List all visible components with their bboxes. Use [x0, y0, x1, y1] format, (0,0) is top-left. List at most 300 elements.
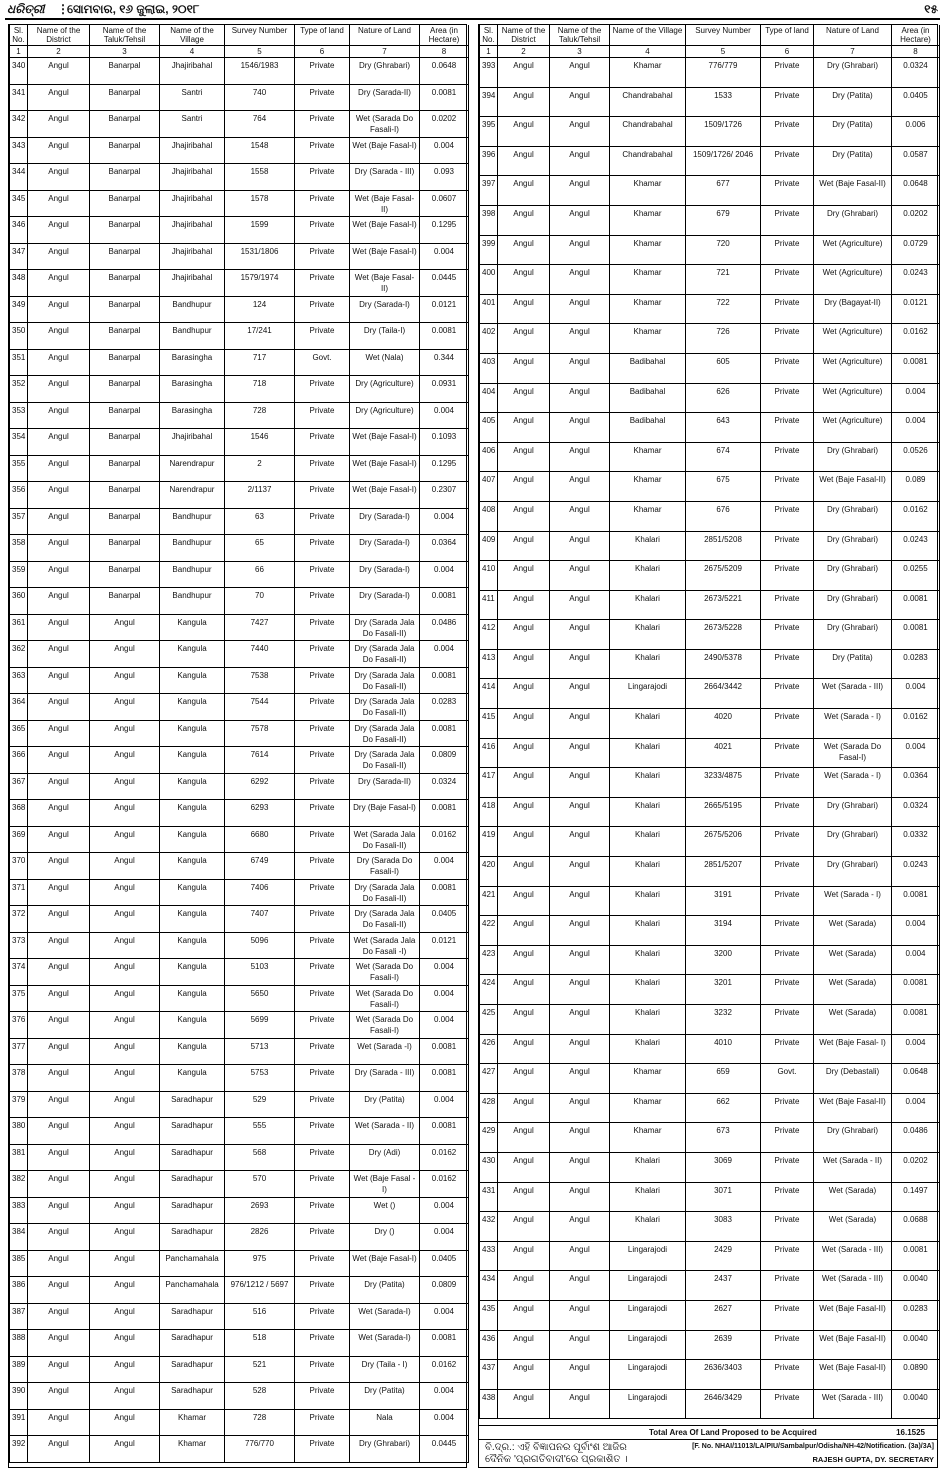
table-cell: Angul: [498, 58, 550, 88]
table-cell: 428: [480, 1093, 498, 1123]
table-cell: Jhajiribahal: [160, 217, 225, 244]
table-cell: 0.0162: [420, 1171, 469, 1198]
table-cell: Angul: [90, 614, 160, 641]
table-row: [480, 294, 940, 324]
table-cell: Angul: [28, 190, 90, 217]
table-cell: 521: [225, 1356, 295, 1383]
table-row: [10, 1012, 469, 1039]
table-cell: Private: [295, 535, 350, 562]
table-row: [10, 694, 469, 721]
table-cell: Angul: [28, 429, 90, 456]
table-cell: 2665/5195: [686, 797, 761, 827]
table-cell: Private: [295, 429, 350, 456]
table-cell: 7407: [225, 906, 295, 933]
table-cell: 0.0202: [892, 205, 940, 235]
table-cell: Dry (Ghrabari): [814, 531, 892, 561]
column-number: 5: [225, 46, 295, 58]
table-cell: 414: [480, 679, 498, 709]
table-cell: 404: [480, 383, 498, 413]
table-cell: 717: [225, 349, 295, 376]
table-cell: Banarpal: [90, 190, 160, 217]
table-cell: Private: [295, 1356, 350, 1383]
table-row: [10, 482, 469, 509]
table-cell: 1531/1806: [225, 243, 295, 270]
table-cell: 0.0040: [892, 1271, 940, 1301]
left-table-panel: [8, 24, 467, 1468]
table-cell: Angul: [28, 1383, 90, 1410]
table-cell: Khalari: [610, 857, 686, 887]
table-cell: Khalari: [610, 1212, 686, 1242]
table-cell: Angul: [28, 773, 90, 800]
table-row: [480, 1123, 940, 1153]
land-table-left: [9, 25, 469, 1463]
table-cell: Private: [295, 137, 350, 164]
table-cell: Angul: [498, 353, 550, 383]
newspaper-name: ଧରିତ୍ରୀ: [7, 2, 45, 16]
table-cell: 3232: [686, 1005, 761, 1035]
table-cell: Wet (Sarada -I): [350, 1038, 420, 1065]
table-cell: Khamar: [610, 58, 686, 88]
table-cell: Angul: [498, 797, 550, 827]
table-cell: 2437: [686, 1271, 761, 1301]
table-row: [480, 1034, 940, 1064]
table-cell: 2851/5208: [686, 531, 761, 561]
table-cell: Angul: [550, 945, 610, 975]
table-cell: Banarpal: [90, 482, 160, 509]
table-cell: 0.0081: [892, 353, 940, 383]
table-cell: Angul: [28, 1118, 90, 1145]
table-cell: 359: [10, 561, 28, 588]
column-number: 7: [350, 46, 420, 58]
table-cell: Wet (Sarada Do Fasali-I): [350, 959, 420, 986]
table-cell: Angul: [498, 1005, 550, 1035]
table-cell: Dry (Taila - I): [350, 1356, 420, 1383]
table-row: [480, 649, 940, 679]
table-cell: 390: [10, 1383, 28, 1410]
table-cell: Angul: [498, 383, 550, 413]
table-cell: Private: [295, 747, 350, 774]
table-cell: Bandhupur: [160, 588, 225, 615]
table-cell: Kangula: [160, 906, 225, 933]
table-cell: Dry (Sarada Jala Do Fasali-II): [350, 641, 420, 668]
table-cell: Private: [295, 694, 350, 721]
table-row: [10, 932, 469, 959]
table-cell: 0.0405: [420, 1250, 469, 1277]
table-cell: Angul: [498, 324, 550, 354]
table-cell: Khalari: [610, 768, 686, 798]
table-cell: Angul: [498, 827, 550, 857]
table-cell: Private: [761, 58, 814, 88]
table-cell: Private: [761, 324, 814, 354]
table-cell: Khalari: [610, 916, 686, 946]
table-cell: 0.0607: [420, 190, 469, 217]
table-cell: 7427: [225, 614, 295, 641]
table-cell: Lingarajodi: [610, 1330, 686, 1360]
table-cell: 776/770: [225, 1436, 295, 1463]
table-cell: Wet (Sarada-I): [350, 1330, 420, 1357]
table-cell: Angul: [498, 531, 550, 561]
table-cell: 0.004: [892, 1093, 940, 1123]
table-cell: 0.0587: [892, 146, 940, 176]
table-cell: Angul: [498, 738, 550, 768]
table-cell: 384: [10, 1224, 28, 1251]
table-cell: Angul: [90, 1356, 160, 1383]
table-cell: 0.004: [420, 641, 469, 668]
table-row: [480, 709, 940, 739]
table-cell: Private: [295, 402, 350, 429]
table-cell: Banarpal: [90, 376, 160, 403]
table-header: [10, 25, 469, 46]
column-header: Name of the Taluk/Tehsil: [550, 25, 610, 46]
table-cell: 432: [480, 1212, 498, 1242]
table-cell: 0.0081: [892, 975, 940, 1005]
table-cell: Angul: [90, 694, 160, 721]
table-cell: Wet (Baje Fasal-II): [814, 176, 892, 206]
table-cell: 371: [10, 879, 28, 906]
table-cell: Wet (Baje Fasal-I): [350, 243, 420, 270]
table-cell: 1558: [225, 164, 295, 191]
table-cell: Santri: [160, 84, 225, 111]
table-cell: Khamar: [610, 176, 686, 206]
table-cell: 0.0081: [892, 886, 940, 916]
table-cell: 436: [480, 1330, 498, 1360]
table-cell: 410: [480, 561, 498, 591]
table-cell: Wet (Sarada Do Fasali-I): [350, 111, 420, 138]
table-cell: Jhajiribahal: [160, 58, 225, 85]
table-cell: 381: [10, 1144, 28, 1171]
table-cell: 415: [480, 709, 498, 739]
table-row: [480, 87, 940, 117]
table-cell: Angul: [550, 1241, 610, 1271]
column-header: Name of the District: [28, 25, 90, 46]
table-cell: 5753: [225, 1065, 295, 1092]
table-cell: Wet (Agriculture): [814, 265, 892, 295]
column-number: 8: [892, 46, 940, 58]
table-cell: Private: [761, 649, 814, 679]
table-cell: 0.0243: [892, 857, 940, 887]
table-cell: Panchamahala: [160, 1277, 225, 1304]
table-cell: Wet (Sarada Do Fasal-I): [814, 738, 892, 768]
table-cell: Dry (Sarada Jala Do Fasali-II): [350, 879, 420, 906]
table-cell: 2490/5378: [686, 649, 761, 679]
column-header: Name of the District: [498, 25, 550, 46]
table-cell: Banarpal: [90, 137, 160, 164]
table-cell: 721: [686, 265, 761, 295]
table-cell: Saradhapur: [160, 1330, 225, 1357]
table-row: [480, 146, 940, 176]
table-cell: Angul: [28, 1144, 90, 1171]
table-row: [480, 827, 940, 857]
table-cell: Khalari: [610, 738, 686, 768]
table-cell: Barasingha: [160, 376, 225, 403]
table-row: [10, 1118, 469, 1145]
table-cell: 409: [480, 531, 498, 561]
table-cell: Private: [761, 1034, 814, 1064]
table-cell: Private: [295, 906, 350, 933]
table-cell: Khamar: [610, 1093, 686, 1123]
table-cell: 7440: [225, 641, 295, 668]
table-cell: 3201: [686, 975, 761, 1005]
table-cell: 346: [10, 217, 28, 244]
table-cell: 720: [686, 235, 761, 265]
table-cell: Angul: [90, 1330, 160, 1357]
table-cell: 393: [480, 58, 498, 88]
table-cell: Private: [761, 442, 814, 472]
table-cell: Angul: [28, 1409, 90, 1436]
table-cell: 341: [10, 84, 28, 111]
table-cell: Angul: [28, 747, 90, 774]
table-cell: 0.0162: [420, 826, 469, 853]
table-cell: Khamar: [610, 294, 686, 324]
table-cell: Private: [295, 1065, 350, 1092]
table-cell: Wet (Baje Fasal-II): [814, 472, 892, 502]
column-header: Sl. No.: [480, 25, 498, 46]
table-cell: Private: [295, 1144, 350, 1171]
table-cell: Angul: [550, 1360, 610, 1390]
table-cell: 529: [225, 1091, 295, 1118]
table-cell: Santri: [160, 111, 225, 138]
table-cell: Private: [761, 1360, 814, 1390]
table-cell: 407: [480, 472, 498, 502]
table-cell: 0.0081: [420, 323, 469, 350]
table-cell: Private: [295, 853, 350, 880]
table-cell: Lingarajodi: [610, 1271, 686, 1301]
table-cell: Bandhupur: [160, 508, 225, 535]
table-cell: Angul: [550, 975, 610, 1005]
table-cell: 411: [480, 590, 498, 620]
table-cell: Angul: [498, 176, 550, 206]
table-cell: 350: [10, 323, 28, 350]
notice-footer: [479, 1439, 937, 1467]
table-cell: Angul: [28, 296, 90, 323]
table-cell: Private: [761, 235, 814, 265]
table-cell: 1546/1983: [225, 58, 295, 85]
table-row: [10, 1330, 469, 1357]
table-cell: Dry (Patita): [350, 1277, 420, 1304]
table-cell: Angul: [28, 1224, 90, 1251]
table-row: [480, 797, 940, 827]
table-cell: Chandrabahal: [610, 117, 686, 147]
table-cell: Private: [295, 1091, 350, 1118]
table-cell: Angul: [90, 906, 160, 933]
table-cell: Angul: [90, 959, 160, 986]
table-cell: Dry (Sarada Jala Do Fasali-II): [350, 906, 420, 933]
table-cell: Wet (Baje Fasal- I): [814, 1034, 892, 1064]
table-cell: Private: [295, 1277, 350, 1304]
table-cell: Angul: [28, 959, 90, 986]
table-cell: Angul: [90, 853, 160, 880]
table-row: [480, 1182, 940, 1212]
table-row: [480, 975, 940, 1005]
table-cell: Dry (Patita): [350, 1091, 420, 1118]
table-cell: 570: [225, 1171, 295, 1198]
table-cell: Khalari: [610, 561, 686, 591]
table-cell: Private: [761, 679, 814, 709]
table-cell: Wet (Sarada): [814, 945, 892, 975]
table-cell: Lingarajodi: [610, 1360, 686, 1390]
table-cell: Angul: [498, 1300, 550, 1330]
table-cell: 379: [10, 1091, 28, 1118]
table-cell: 2/1137: [225, 482, 295, 509]
table-cell: 0.004: [420, 1224, 469, 1251]
table-cell: Jhajiribahal: [160, 137, 225, 164]
table-cell: 0.0648: [892, 1064, 940, 1094]
table-cell: 4021: [686, 738, 761, 768]
table-cell: Angul: [498, 768, 550, 798]
table-cell: 66: [225, 561, 295, 588]
table-cell: Angul: [550, 768, 610, 798]
table-cell: Angul: [498, 87, 550, 117]
table-row: [480, 1152, 940, 1182]
column-header: Area (in Hectare): [892, 25, 940, 46]
table-cell: Saradhapur: [160, 1144, 225, 1171]
table-cell: 434: [480, 1271, 498, 1301]
table-cell: 5096: [225, 932, 295, 959]
header-date: ସୋମବାର, ୧୬ ଜୁଲାଇ, ୨୦୧୮: [67, 2, 200, 16]
table-cell: 3069: [686, 1152, 761, 1182]
table-cell: Angul: [90, 1409, 160, 1436]
table-cell: 3194: [686, 916, 761, 946]
table-cell: Angul: [550, 87, 610, 117]
table-cell: Private: [761, 383, 814, 413]
table-cell: Jhajiribahal: [160, 164, 225, 191]
table-cell: Angul: [28, 1065, 90, 1092]
table-cell: Angul: [550, 294, 610, 324]
table-cell: 430: [480, 1152, 498, 1182]
table-cell: 354: [10, 429, 28, 456]
table-cell: Dry (Sarada Jala Do Fasali-II): [350, 694, 420, 721]
table-cell: 0.004: [892, 738, 940, 768]
table-cell: Private: [295, 1250, 350, 1277]
table-cell: Angul: [498, 857, 550, 887]
table-cell: Kangula: [160, 667, 225, 694]
table-cell: Angul: [550, 176, 610, 206]
table-cell: Angul: [90, 1436, 160, 1463]
table-cell: Private: [761, 146, 814, 176]
table-cell: Banarpal: [90, 535, 160, 562]
table-cell: Dry (Patita): [814, 649, 892, 679]
table-cell: 0.0081: [420, 720, 469, 747]
table-cell: 0.0283: [892, 1300, 940, 1330]
table-cell: 427: [480, 1064, 498, 1094]
table-cell: 357: [10, 508, 28, 535]
table-cell: 405: [480, 413, 498, 443]
table-cell: Angul: [498, 205, 550, 235]
table-cell: 2826: [225, 1224, 295, 1251]
table-cell: Private: [761, 797, 814, 827]
table-row: [480, 413, 940, 443]
table-cell: Dry (Ghrabari): [814, 857, 892, 887]
table-cell: Angul: [498, 709, 550, 739]
table-cell: 0.1497: [892, 1182, 940, 1212]
table-cell: 5650: [225, 985, 295, 1012]
table-cell: 0.004: [420, 402, 469, 429]
table-cell: 0.0081: [420, 1118, 469, 1145]
table-cell: Wet (Sarada - III): [814, 1271, 892, 1301]
table-cell: 1579/1974: [225, 270, 295, 297]
table-cell: 0.0324: [420, 773, 469, 800]
table-cell: Wet (Baje Fasal-II): [350, 270, 420, 297]
table-row: [480, 383, 940, 413]
table-cell: 6292: [225, 773, 295, 800]
table-cell: Private: [761, 945, 814, 975]
table-cell: 0.089: [892, 472, 940, 502]
table-cell: 2: [225, 455, 295, 482]
table-cell: Private: [295, 111, 350, 138]
table-cell: 0.0648: [420, 58, 469, 85]
table-cell: Banarpal: [90, 58, 160, 85]
table-cell: 0.0162: [420, 1144, 469, 1171]
table-cell: Angul: [550, 649, 610, 679]
table-cell: Lingarajodi: [610, 1389, 686, 1419]
table-cell: 406: [480, 442, 498, 472]
table-cell: 17/241: [225, 323, 295, 350]
table-cell: Private: [295, 84, 350, 111]
table-cell: Dry (Patita): [350, 1383, 420, 1410]
table-cell: Angul: [550, 797, 610, 827]
table-cell: Angul: [498, 146, 550, 176]
table-cell: 0.0809: [420, 747, 469, 774]
table-cell: 0.0162: [892, 324, 940, 354]
table-cell: 3233/4875: [686, 768, 761, 798]
table-cell: 0.0243: [892, 265, 940, 295]
table-cell: 2627: [686, 1300, 761, 1330]
table-cell: Private: [295, 1118, 350, 1145]
table-cell: 0.0162: [892, 501, 940, 531]
table-cell: 0.004: [892, 945, 940, 975]
table-cell: Saradhapur: [160, 1303, 225, 1330]
table-row: [480, 265, 940, 295]
table-cell: 0.0121: [420, 932, 469, 959]
table-cell: Angul: [550, 146, 610, 176]
table-cell: Wet (Baje Fasal-II): [814, 1360, 892, 1390]
table-cell: 1509/1726/ 2046: [686, 146, 761, 176]
table-cell: Private: [295, 1303, 350, 1330]
table-cell: Angul: [498, 561, 550, 591]
table-cell: 424: [480, 975, 498, 1005]
table-cell: Private: [295, 879, 350, 906]
table-cell: 0.004: [420, 853, 469, 880]
table-cell: Angul: [550, 709, 610, 739]
table-cell: 673: [686, 1123, 761, 1153]
table-cell: Angul: [90, 1144, 160, 1171]
table-cell: 0.1093: [420, 429, 469, 456]
table-cell: Kangula: [160, 694, 225, 721]
table-cell: Private: [295, 773, 350, 800]
table-cell: 373: [10, 932, 28, 959]
table-cell: Wet (Sarada - III): [814, 679, 892, 709]
table-row: [10, 588, 469, 615]
table-cell: 0.0283: [420, 694, 469, 721]
table-cell: Angul: [550, 1182, 610, 1212]
table-row: [10, 959, 469, 986]
table-cell: 70: [225, 588, 295, 615]
table-row: [10, 508, 469, 535]
table-row: [480, 620, 940, 650]
table-cell: Saradhapur: [160, 1197, 225, 1224]
table-cell: Wet (Sarada Do Fasali-I): [350, 1012, 420, 1039]
table-cell: Wet (Sarada - I): [814, 886, 892, 916]
table-cell: Private: [761, 1330, 814, 1360]
table-row: [10, 826, 469, 853]
table-cell: 776/779: [686, 58, 761, 88]
column-header: Area (in Hectare): [420, 25, 469, 46]
table-cell: Angul: [498, 916, 550, 946]
table-cell: 0.0121: [892, 294, 940, 324]
table-cell: Chandrabahal: [610, 87, 686, 117]
table-row: [10, 376, 469, 403]
table-cell: Angul: [498, 235, 550, 265]
